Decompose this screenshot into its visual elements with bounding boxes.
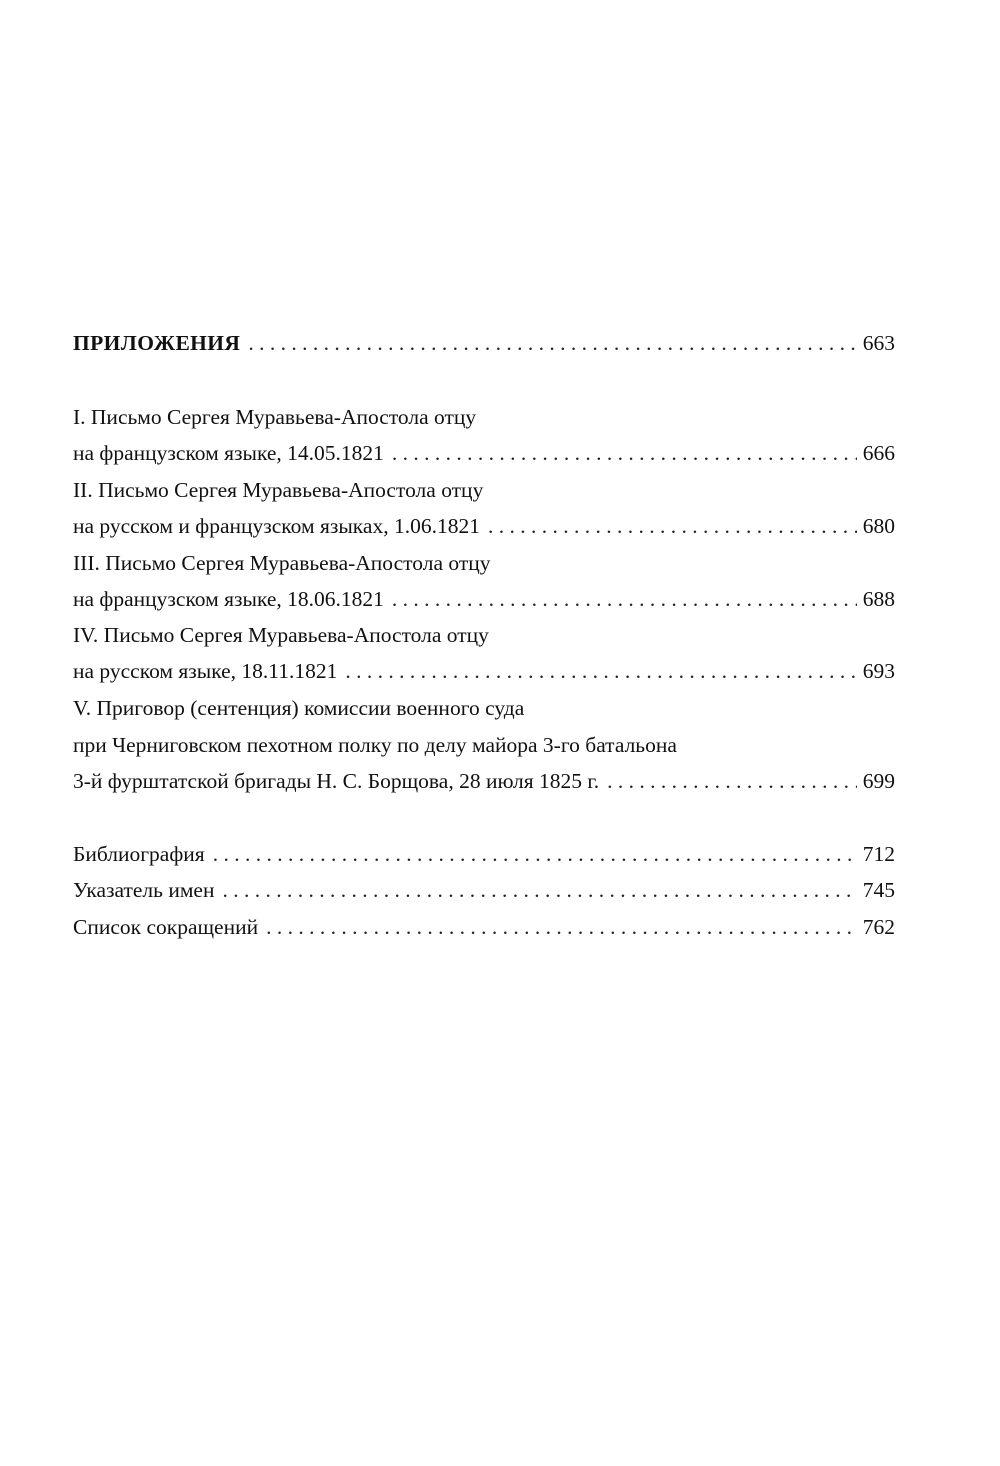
toc-entry-appendix-3 — [73, 581, 895, 617]
toc-entry-title: Список сокращений — [73, 915, 259, 939]
toc-entry-bibliography — [73, 836, 895, 872]
dot-leader — [222, 872, 856, 908]
toc-entry-title: 3-й фурштатской бригады Н. С. Борщова, 28 июля 1825 г. — [73, 769, 600, 793]
toc-entry-line: при Черниговском пехотном полку по делу майора 3-го батальона — [73, 733, 677, 757]
toc-entry-appendix-4 — [73, 653, 895, 689]
toc-entry-appendices-heading — [73, 325, 895, 361]
toc-entry-appendix-1 — [73, 435, 895, 471]
toc-page-number: 688 — [862, 587, 895, 611]
toc-entry-title: Указатель имен — [73, 878, 215, 902]
toc-entry-line: IV. Письмо Сергея Муравьева-Апостола отцу — [73, 623, 489, 647]
toc-page-number: 666 — [862, 441, 895, 465]
toc-entry-abbreviations — [73, 909, 895, 945]
toc-entry-line: III. Письмо Сергея Муравьева-Апостола отцу — [73, 551, 491, 575]
toc-page-number: 712 — [862, 842, 895, 866]
toc-entry-title: на русском и французском языках, 1.06.1821 — [73, 514, 480, 538]
toc-entry-line: II. Письмо Сергея Муравьева-Апостола отцу — [73, 478, 484, 502]
dot-leader — [392, 581, 857, 617]
toc-page-number: 680 — [862, 514, 895, 538]
toc-entry-name-index — [73, 872, 895, 908]
dot-leader — [266, 909, 857, 945]
toc-entry-title: на французском языке, 14.05.1821 — [73, 441, 384, 465]
toc-page-number: 663 — [862, 331, 895, 355]
toc-page-number: 762 — [862, 915, 895, 939]
toc-entry-appendix-2 — [73, 508, 895, 544]
toc-page-number: 693 — [862, 659, 895, 683]
dot-leader — [213, 836, 857, 872]
toc-entry-appendix-5 — [73, 763, 895, 799]
toc-entry-line: I. Письмо Сергея Муравьева-Апостола отцу — [73, 405, 477, 429]
toc-heading-title: ПРИЛОЖЕНИЯ — [73, 331, 241, 355]
toc-entry-title: на французском языке, 18.06.1821 — [73, 587, 384, 611]
toc-page-number: 699 — [862, 769, 895, 793]
toc-page-number: 745 — [862, 878, 895, 902]
toc-entry-line: V. Приговор (сентенция) комиссии военного суда — [73, 696, 525, 720]
dot-leader — [607, 763, 857, 799]
toc-entry-title: Библиография — [73, 842, 205, 866]
dot-leader — [345, 653, 856, 689]
dot-leader — [488, 508, 857, 544]
dot-leader — [248, 325, 856, 361]
dot-leader — [392, 435, 857, 471]
toc-entry-title: на русском языке, 18.11.1821 — [73, 659, 338, 683]
